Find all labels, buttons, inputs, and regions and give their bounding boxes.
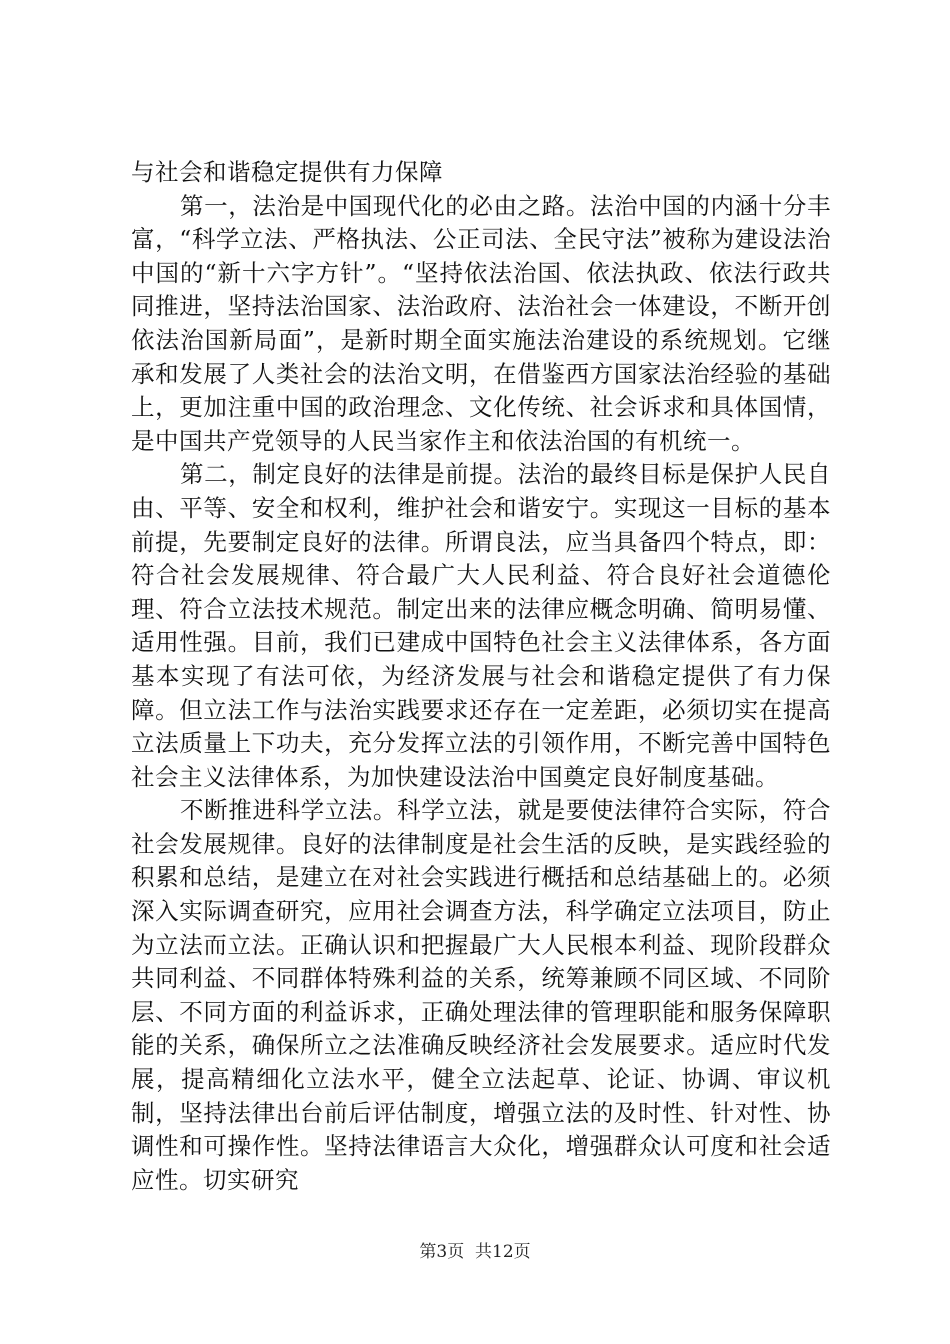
page-label-suffix: 页 bbox=[513, 1242, 531, 1262]
paragraph-scientific-legislation: 不断推进科学立法。科学立法，就是要使法律符合实际，符合社会发展规律。良好的法律制度是社会生活的反映，是实践经验的积累和总结，是建立在对社会实践进行概括和总结基础上的。必须深入实际调查研究，应用社会调查方法，科学确定立法项目，防止为立法而立法。正确认识和把握最广大人民根本利益、现阶段群众共同利益、不同群体特殊利益的关系，统筹兼顾不同区域、不同阶层、不同方面的利益诉求，正确处理法律的管理职能和服务保障职能的关系，确保所立之法准确反映经济社会发展要求。适应时代发展，提高精细化立法水平，健全立法起草、论证、协调、审议机制，坚持法律出台前后评估制度，增强立法的及时性、针对性、协调性和可操作性。坚持法律语言大众化，增强群众认可度和社会适应性。切实研究 bbox=[131, 796, 831, 1194]
paragraph-rule-of-law-path: 第一，法治是中国现代化的必由之路。法治中国的内涵十分丰富，“科学立法、严格执法、公正司法、全民守法”被称为建设法治中国的“新十六字方针”。“坚持依法治国、依法执政、依法行政共同推进，坚持法治国家、法治政府、法治社会一体建设，不断开创依法治国新局面”，是新时期全面实施法治建设的系统规划。它继承和发展了人类社会的法治文明，在借鉴西方国家法治经验的基础上，更加注重中国的政治理念、文化传统、社会诉求和具体国情，是中国共产党领导的人民当家作主和依法治国的有机统一。 bbox=[131, 191, 831, 455]
page-label-prefix: 第 bbox=[419, 1242, 437, 1262]
page-footer bbox=[0, 1240, 950, 1264]
page-label-mid: 页 共 bbox=[447, 1242, 492, 1262]
paragraph-good-laws-premise: 第二，制定良好的法律是前提。法治的最终目标是保护人民自由、平等、安全和权利，维护社会和谐安宁。实现这一目标的基本前提，先要制定良好的法律。所谓良法，应当具备四个特点，即：符合社会发展规律、符合最广大人民利益、符合良好社会道德伦理、符合立法技术规范。制定出来的法律应概念明确、简明易懂、适用性强。目前，我们已建成中国特色社会主义法律体系，各方面基本实现了有法可依，为经济发展与社会和谐稳定提供了有力保障。但立法工作与法治实践要求还存在一定差距，必须切实在提高立法质量上下功夫，充分发挥立法的引领作用，不断完善中国特色社会主义法律体系，为加快建设法治中国奠定良好制度基础。 bbox=[131, 460, 831, 791]
current-page-number: 3 bbox=[436, 1242, 448, 1262]
total-pages-number: 12 bbox=[492, 1242, 514, 1262]
paragraph-continuation: 与社会和谐稳定提供有力保障 bbox=[131, 158, 443, 186]
document-body bbox=[131, 156, 831, 1197]
